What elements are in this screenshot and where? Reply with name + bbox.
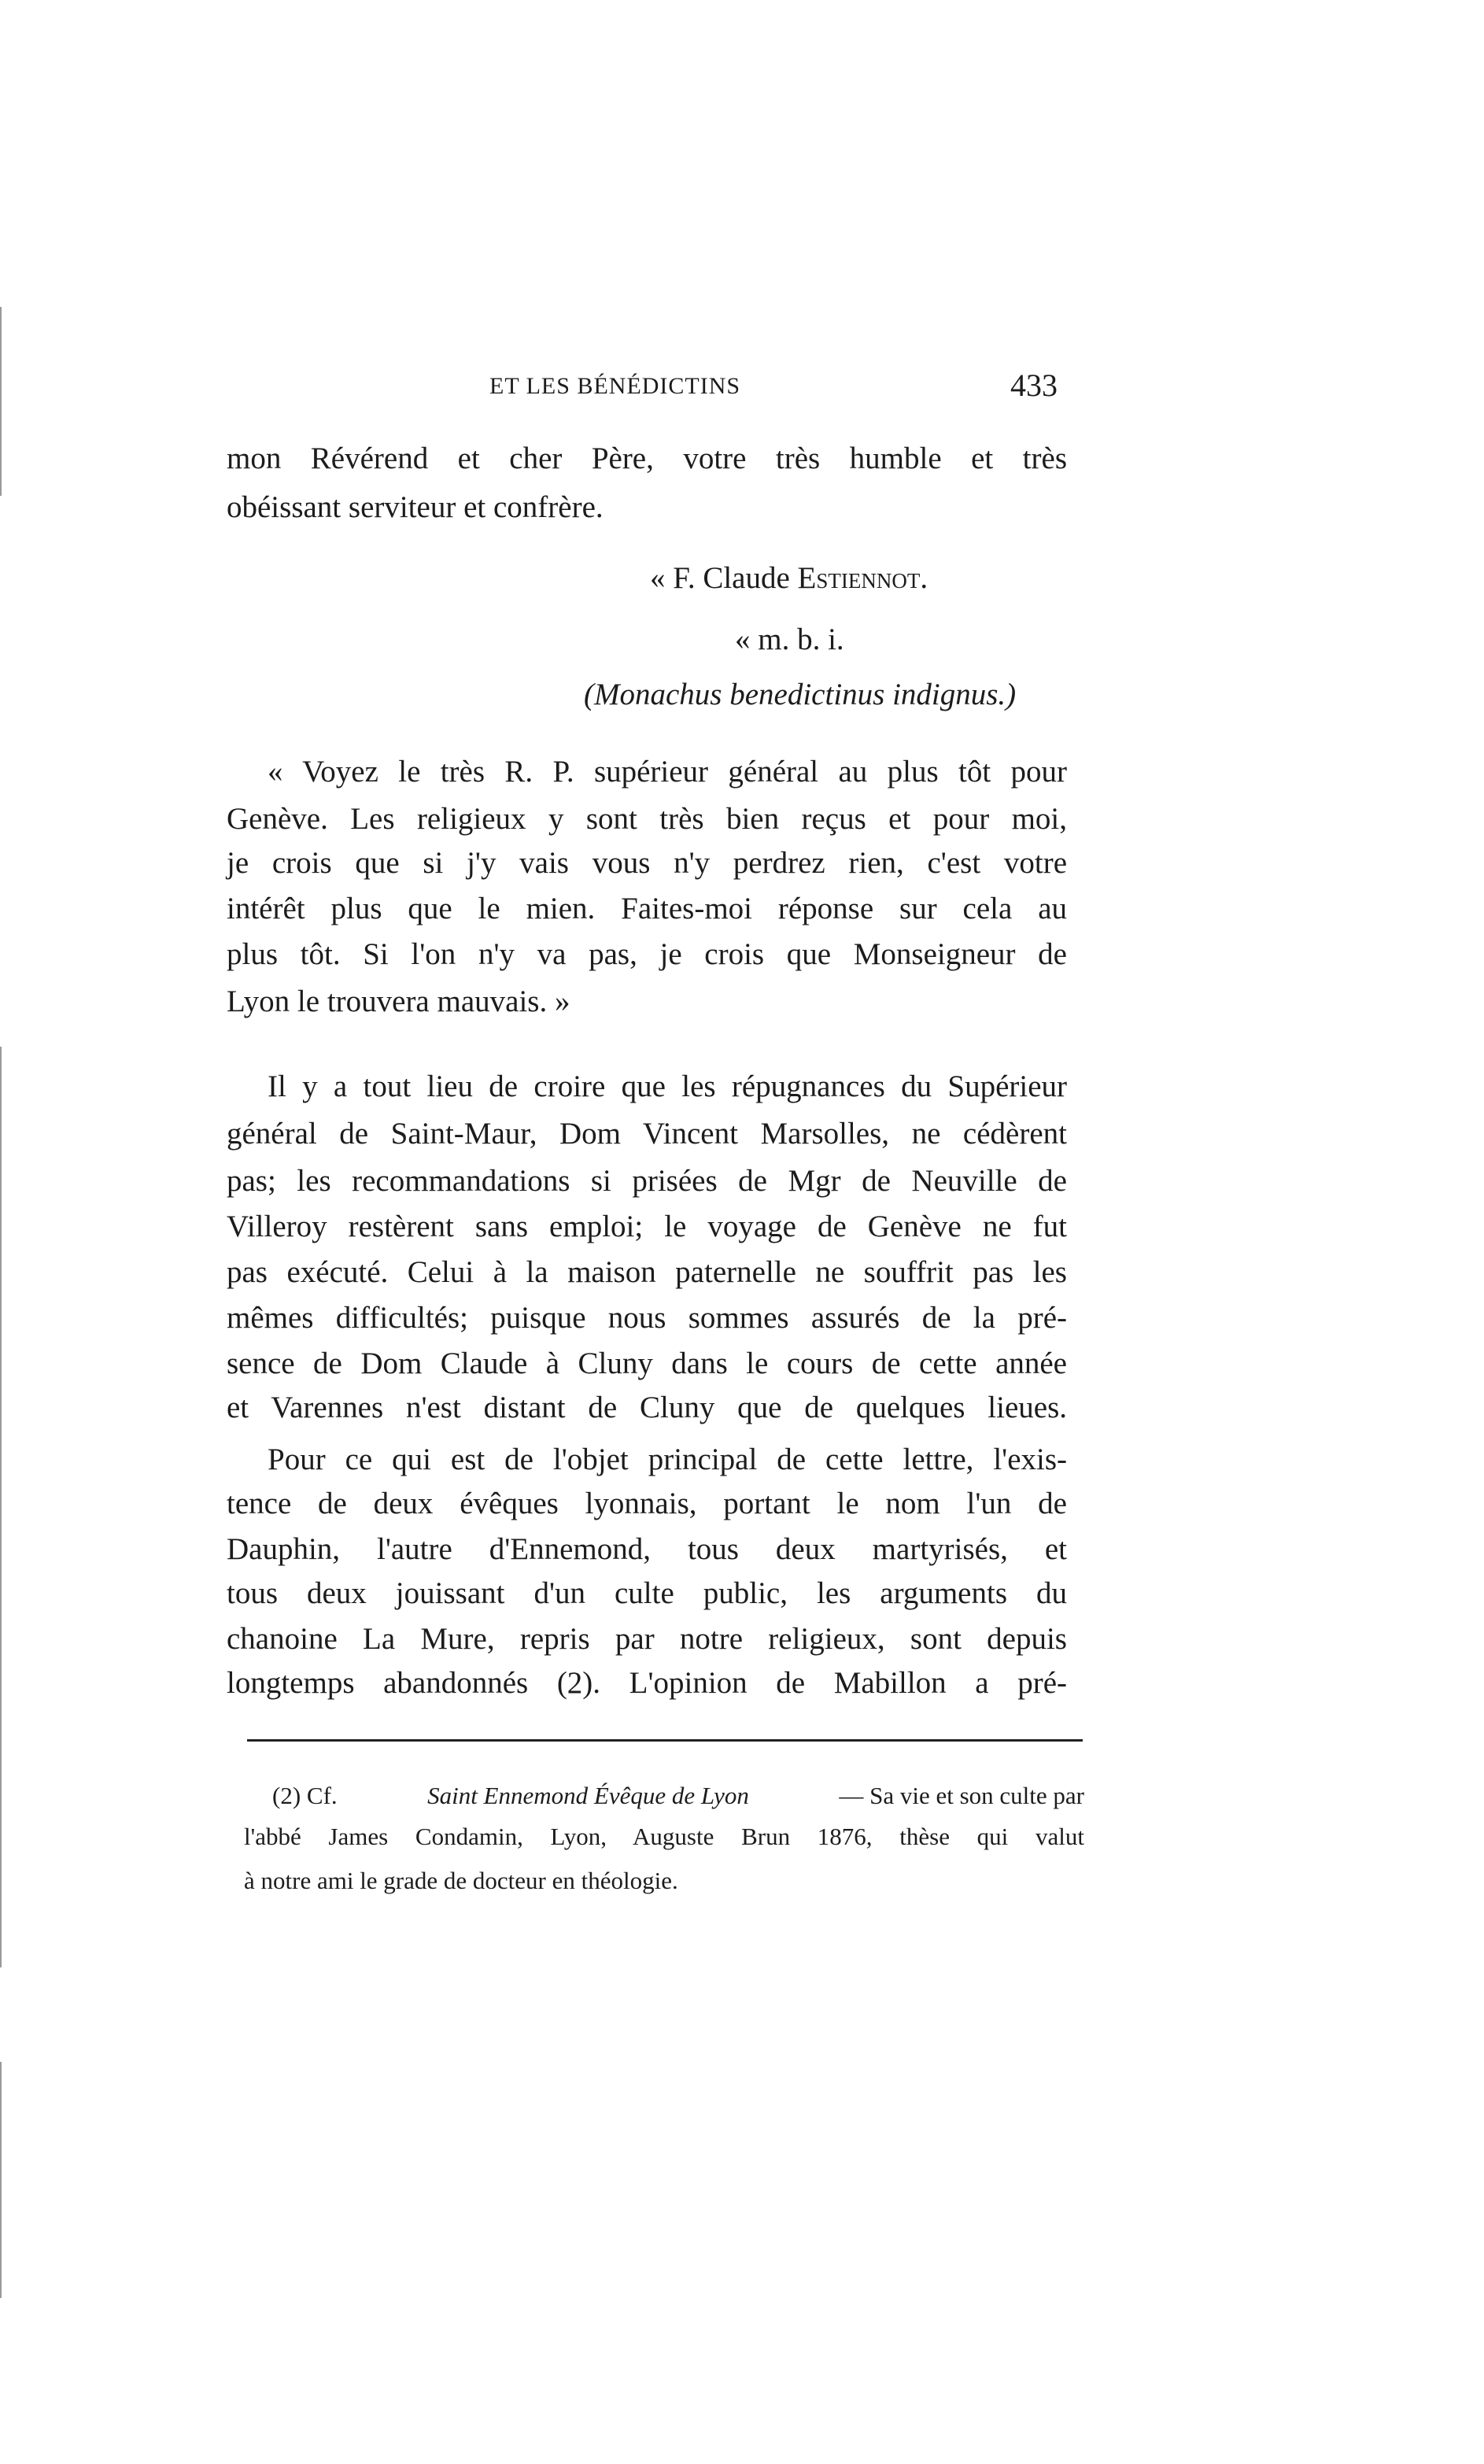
footnote-marker: (2) Cf. bbox=[272, 1782, 338, 1809]
text-line: longtemps abandonnés (2). L'opinion de Mabillon a pré- bbox=[227, 1666, 1067, 1700]
text-line: je crois que si j'y vais vous n'y perdrez rien, c'est votre bbox=[227, 846, 1067, 880]
text-line: et Varennes n'est distant de Cluny que de quelques lieues. bbox=[227, 1391, 1067, 1424]
signature-expansion bbox=[584, 675, 1016, 715]
footnote-title: Saint Ennemond Évêque de Lyon bbox=[427, 1782, 749, 1809]
text-line: sence de Dom Claude à Cluny dans le cours de cette année bbox=[227, 1347, 1067, 1380]
latin-expansion: (Monachus benedictinus indignus.) bbox=[584, 678, 1017, 711]
text-line: général de Saint-Maur, Dom Vincent Marsolles, ne cédèrent bbox=[227, 1117, 1067, 1151]
footnote-line: à notre ami le grade de docteur en théologie. bbox=[244, 1867, 678, 1894]
text-line: mon Révérend et cher Père, votre très humble et très bbox=[227, 441, 1067, 475]
text-line: tous deux jouissant d'un culte public, les arguments du bbox=[227, 1576, 1067, 1610]
text-line: mêmes difficultés; puisque nous sommes assurés de la pré- bbox=[227, 1301, 1067, 1335]
scan-edge bbox=[0, 1047, 2, 1967]
text-line: Pour ce qui est de l'objet principal de cette lettre, l'exis- bbox=[268, 1443, 1067, 1476]
scan-edge bbox=[0, 307, 2, 496]
text-line: Genève. Les religieux y sont très bien reçus et pour moi, bbox=[227, 802, 1067, 836]
quote-mark: « bbox=[650, 561, 666, 595]
text-line: chanoine La Mure, repris par notre religieux, sont depuis bbox=[227, 1622, 1067, 1656]
text-line: Il y a tout lieu de croire que les répugnances du Supérieur bbox=[268, 1069, 1067, 1103]
text-line: tence de deux évêques lyonnais, portant le nom l'un de bbox=[227, 1487, 1067, 1520]
signature-name bbox=[650, 559, 928, 598]
scan-edge bbox=[0, 2062, 2, 2298]
signature-abbrev: « m. b. i. bbox=[735, 622, 844, 656]
signature-first: F. Claude bbox=[673, 561, 790, 595]
text-line: pas exécuté. Celui à la maison paternelle ne souffrit pas les bbox=[227, 1255, 1067, 1289]
running-title: ET LES BÉNÉDICTINS bbox=[489, 373, 741, 399]
signature-surname: Estiennot. bbox=[797, 561, 928, 595]
text-line: « Voyez le très R. P. supérieur général au plus tôt pour bbox=[268, 755, 1067, 789]
page-number: 433 bbox=[1010, 368, 1058, 403]
text-line: Villeroy restèrent sans emploi; le voyage de Genève ne fut bbox=[227, 1210, 1067, 1243]
text-line: Dauphin, l'autre d'Ennemond, tous deux martyrisés, et bbox=[227, 1532, 1067, 1566]
footnote-line bbox=[272, 1780, 1084, 1812]
text-line: intérêt plus que le mien. Faites-moi réponse sur cela au bbox=[227, 892, 1067, 925]
footnote-text: — Sa vie et son culte par bbox=[839, 1782, 1084, 1809]
text-line: obéissant serviteur et confrère. bbox=[227, 490, 604, 524]
text-line: plus tôt. Si l'on n'y va pas, je crois que Monseigneur de bbox=[227, 937, 1067, 971]
text-line: Lyon le trouvera mauvais. » bbox=[227, 984, 570, 1018]
footnote-divider bbox=[247, 1739, 1083, 1742]
footnote-line: l'abbé James Condamin, Lyon, Auguste Brun 1876, thèse qui valut bbox=[244, 1823, 1084, 1850]
text-line: pas; les recommandations si prisées de Mgr de Neuville de bbox=[227, 1164, 1067, 1198]
